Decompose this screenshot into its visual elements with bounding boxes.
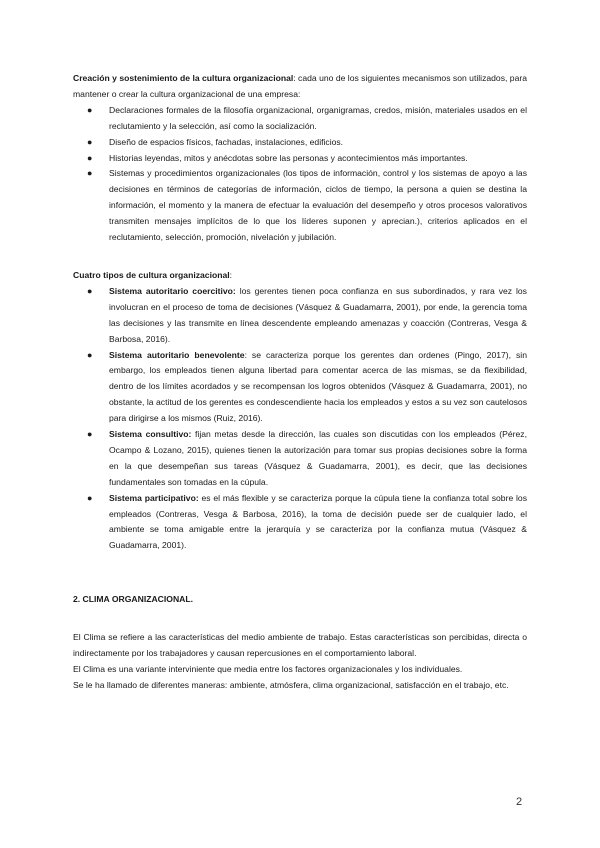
mechanisms-list (73, 103, 527, 246)
page-number: 2 (516, 796, 523, 808)
bullet-icon: ● (87, 104, 93, 115)
climate-paragraph: El Clima se refiere a las características del medio ambiente de trabajo. Estas características son percibidas, directa o indirectamente por los trabajadores y causan repercusiones en el comportamiento laboral. (73, 632, 527, 658)
climate-paragraph: El Clima es una variante interviniente que media entre los factores organizacionales y los individuales. (73, 663, 463, 674)
list-item (73, 491, 527, 555)
culture-types-heading: Cuatro tipos de cultura organizacional: (73, 269, 233, 280)
bullet-icon: ● (87, 492, 93, 503)
type-name: Sistema autoritario coercitivo: (109, 285, 236, 296)
bullet-icon: ● (87, 152, 93, 163)
culture-types-list (73, 284, 527, 554)
bullet-icon: ● (87, 429, 93, 440)
culture-intro-title: Creación y sostenimiento de la cultura organizacional (73, 73, 294, 83)
bullet-icon: ● (87, 349, 93, 360)
bullet-icon: ● (87, 285, 93, 296)
document-body (73, 71, 527, 694)
climate-paragraph: Se le ha llamado de diferentes maneras: ambiente, atmósfera, clima organizacional, satisfacción en el trabajo, etc. (73, 679, 509, 690)
section-heading: 2. CLIMA ORGANIZACIONAL. (73, 594, 193, 605)
culture-intro-text: : cada uno de los siguientes mecanismos son utilizados, para mantener o crear la cultura organizacional de una empresa: (73, 73, 527, 99)
list-item: ● Diseño de espacios físicos, fachadas, instalaciones, edificios. (73, 135, 527, 151)
type-name: Sistema participativo: (109, 492, 199, 503)
list-item: ● Historias leyendas, mitos y anécdotas sobre las personas y acontecimientos más importantes. (73, 151, 527, 167)
list-item: ● Sistemas y procedimientos organizacionales (los tipos de información, control y los sistemas de apoyo a las decisiones en términos de categorías de información, ciclos de tiempo, la persona a quien se destina la información, el momento y la manera de efectuar la evaluación del desempeño y otros procesos valorativos transmiten mensajes implícitos de lo que los líderes suponen y aprecian.), criterios aplicados en el reclutamiento, selección, promoción, nivelación y jubilación. (87, 168, 527, 243)
list-item (73, 348, 527, 428)
type-description: es el más flexible y se caracteriza porque la cúpula tiene la confianza total sobre los empleados (Contreras, Vesga & Barbosa, 2016), la toma de decisión puede ser de cualquier lado, el ambiente se toma amigable entre la jerarquía y se caracteriza por la confianza mutua (Vásquez & Guadamarra, 2001). (109, 492, 527, 551)
type-description: : se caracteriza porque los gerentes dan ordenes (Pingo, 2017), sin embargo, los empleados tienen alguna libertad para comentar acerca de las mismas, se da flexibilidad, dentro de los límites acordados y se recompensan los logros obtenidos (Vásquez & Guadamarra, 2001), no obstante, la actitud de los gerentes es condescendiente hacia los empleados y estos a su vez son cautelosos para dirigirse a los mismos (Ruiz, 2016). (109, 349, 527, 424)
type-description: los gerentes tienen poca confianza en sus subordinados, y rara vez los involucran en el proceso de toma de decisiones (Vásquez & Guadamarra, 2001), por ende, la gerencia toma las decisiones y las transmite en línea descendente empleando amenazas y coacción (Contreras, Vesga & Barbosa, 2016). (109, 285, 527, 344)
list-item (73, 284, 527, 348)
list-item (73, 427, 527, 491)
bullet-icon: ● (87, 168, 93, 179)
bullet-icon: ● (87, 136, 93, 147)
list-item: ● Declaraciones formales de la filosofía organizacional, organigramas, credos, misión, materiales usados en el reclutamiento y la selección, así como la socialización. (87, 104, 527, 131)
culture-intro-paragraph (73, 71, 527, 103)
type-name: Sistema autoritario benevolente (109, 349, 245, 360)
type-description: fijan metas desde la dirección, las cuales son discutidas con los empleados (Pérez, Ocampo & Lozano, 2015), quienes tienen la autorización para tomar sus propias decisiones sobre la forma en la que desempeñan sus tareas (Vásquez & Guadamarra, 2001), es decir, que las decisiones fundamentales son tomadas en la cúpula. (109, 429, 527, 487)
type-name: Sistema consultivo: (109, 429, 192, 440)
